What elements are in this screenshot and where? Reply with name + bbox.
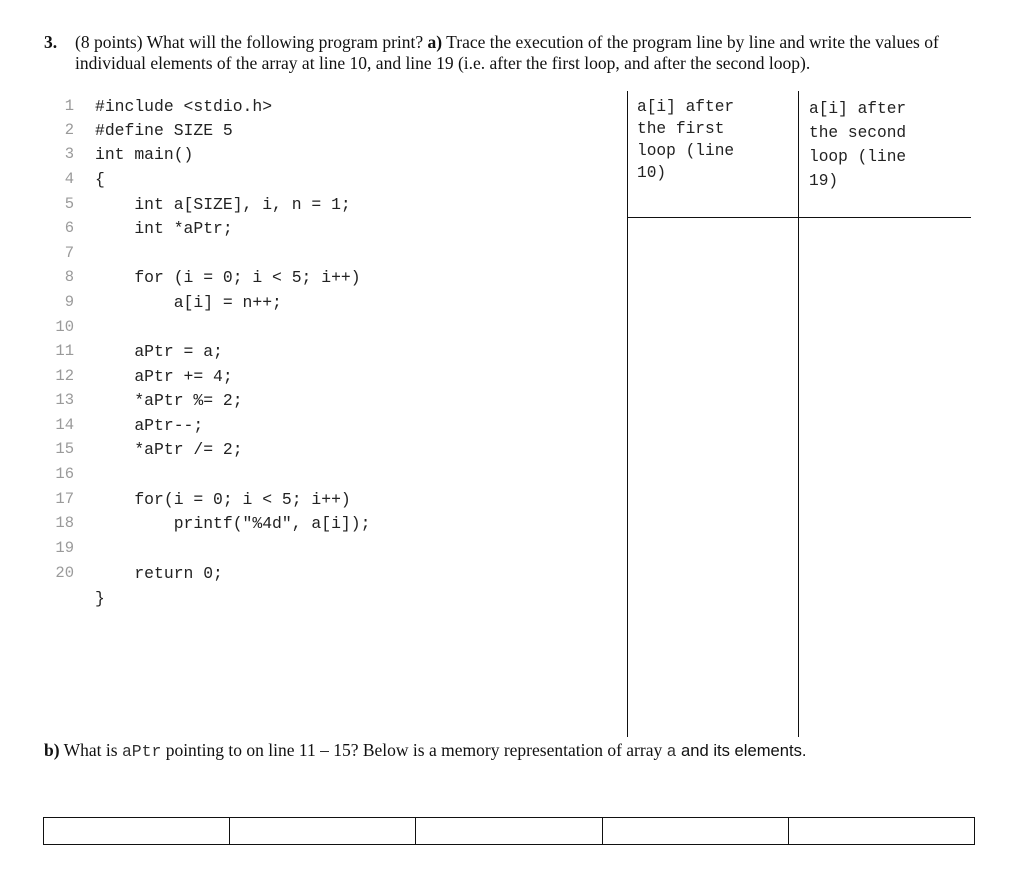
part-b-code-a: a bbox=[666, 742, 677, 761]
code-text: printf("%4d", a[i]); bbox=[95, 514, 371, 533]
code-text: int a[SIZE], i, n = 1; bbox=[95, 195, 351, 214]
code-text: for (i = 0; i < 5; i++) bbox=[95, 268, 361, 287]
code-text: int *aPtr; bbox=[95, 219, 233, 238]
code-text: a[i] = n++; bbox=[95, 293, 282, 312]
code-text: #define SIZE 5 bbox=[95, 121, 233, 140]
line-number: 6 bbox=[64, 219, 74, 237]
trace-col-second-loop-header: a[i] after the second loop (line 19) bbox=[809, 100, 907, 190]
line-number: 14 bbox=[55, 416, 74, 434]
line-number: 3 bbox=[64, 145, 74, 163]
part-b-label: b) bbox=[44, 740, 60, 760]
memory-cell[interactable] bbox=[230, 818, 416, 844]
part-b-text-2: pointing to on line 11 – 15? Below is a memory representation of array bbox=[161, 740, 667, 760]
line-number: 19 bbox=[55, 539, 74, 557]
line-number: 1 bbox=[64, 97, 74, 115]
line-number: 8 bbox=[64, 268, 74, 286]
code-text: } bbox=[95, 589, 105, 608]
trace-table-header-divider bbox=[627, 217, 971, 218]
memory-cell[interactable] bbox=[603, 818, 789, 844]
code-text: { bbox=[95, 170, 105, 189]
line-number: 10 bbox=[55, 318, 74, 336]
part-b-text-1: What is bbox=[59, 740, 122, 760]
code-text: *aPtr /= 2; bbox=[95, 440, 243, 459]
part-b-question bbox=[44, 740, 807, 761]
line-number: 13 bbox=[55, 391, 74, 409]
question-intro: (8 points) What will the following program print? bbox=[75, 32, 428, 52]
trace-table-left-border bbox=[627, 91, 628, 737]
part-b-code-aptr: aPtr bbox=[121, 742, 162, 761]
part-a-text: Trace the execution of the program line by line and write the values of individual elements of the array at line 10, and line 19 (i.e. after the first loop, and after the second loop). bbox=[75, 32, 939, 73]
code-text: for(i = 0; i < 5; i++) bbox=[95, 490, 351, 509]
trace-col-first-loop-header: a[i] after the first loop (line 10) bbox=[637, 98, 735, 182]
line-number: 7 bbox=[64, 244, 74, 262]
memory-cell[interactable] bbox=[44, 818, 230, 844]
part-b-text-3: and its elements. bbox=[676, 741, 807, 760]
question-number: 3. bbox=[44, 32, 58, 52]
code-text: #include <stdio.h> bbox=[95, 97, 273, 116]
memory-representation-table bbox=[43, 817, 975, 845]
line-number: 9 bbox=[64, 293, 74, 311]
line-number: 18 bbox=[55, 514, 74, 532]
question-header bbox=[44, 32, 964, 74]
line-number: 12 bbox=[55, 367, 74, 385]
code-text: *aPtr %= 2; bbox=[95, 391, 243, 410]
line-number: 2 bbox=[64, 121, 74, 139]
memory-cell[interactable] bbox=[416, 818, 602, 844]
line-number: 20 bbox=[55, 564, 74, 582]
line-number: 11 bbox=[55, 342, 74, 360]
memory-cell[interactable] bbox=[789, 818, 974, 844]
line-number: 15 bbox=[55, 440, 74, 458]
trace-table-middle-border bbox=[798, 91, 799, 737]
line-number: 17 bbox=[55, 490, 74, 508]
part-a-label: a) bbox=[427, 32, 443, 52]
code-text: aPtr--; bbox=[95, 416, 204, 435]
line-number: 4 bbox=[64, 170, 74, 188]
code-text: aPtr = a; bbox=[95, 342, 223, 361]
code-text: return 0; bbox=[95, 564, 223, 583]
question-text bbox=[75, 32, 964, 74]
code-text: aPtr += 4; bbox=[95, 367, 233, 386]
line-number: 5 bbox=[64, 195, 74, 213]
line-number: 16 bbox=[55, 465, 74, 483]
code-text: int main() bbox=[95, 145, 194, 164]
